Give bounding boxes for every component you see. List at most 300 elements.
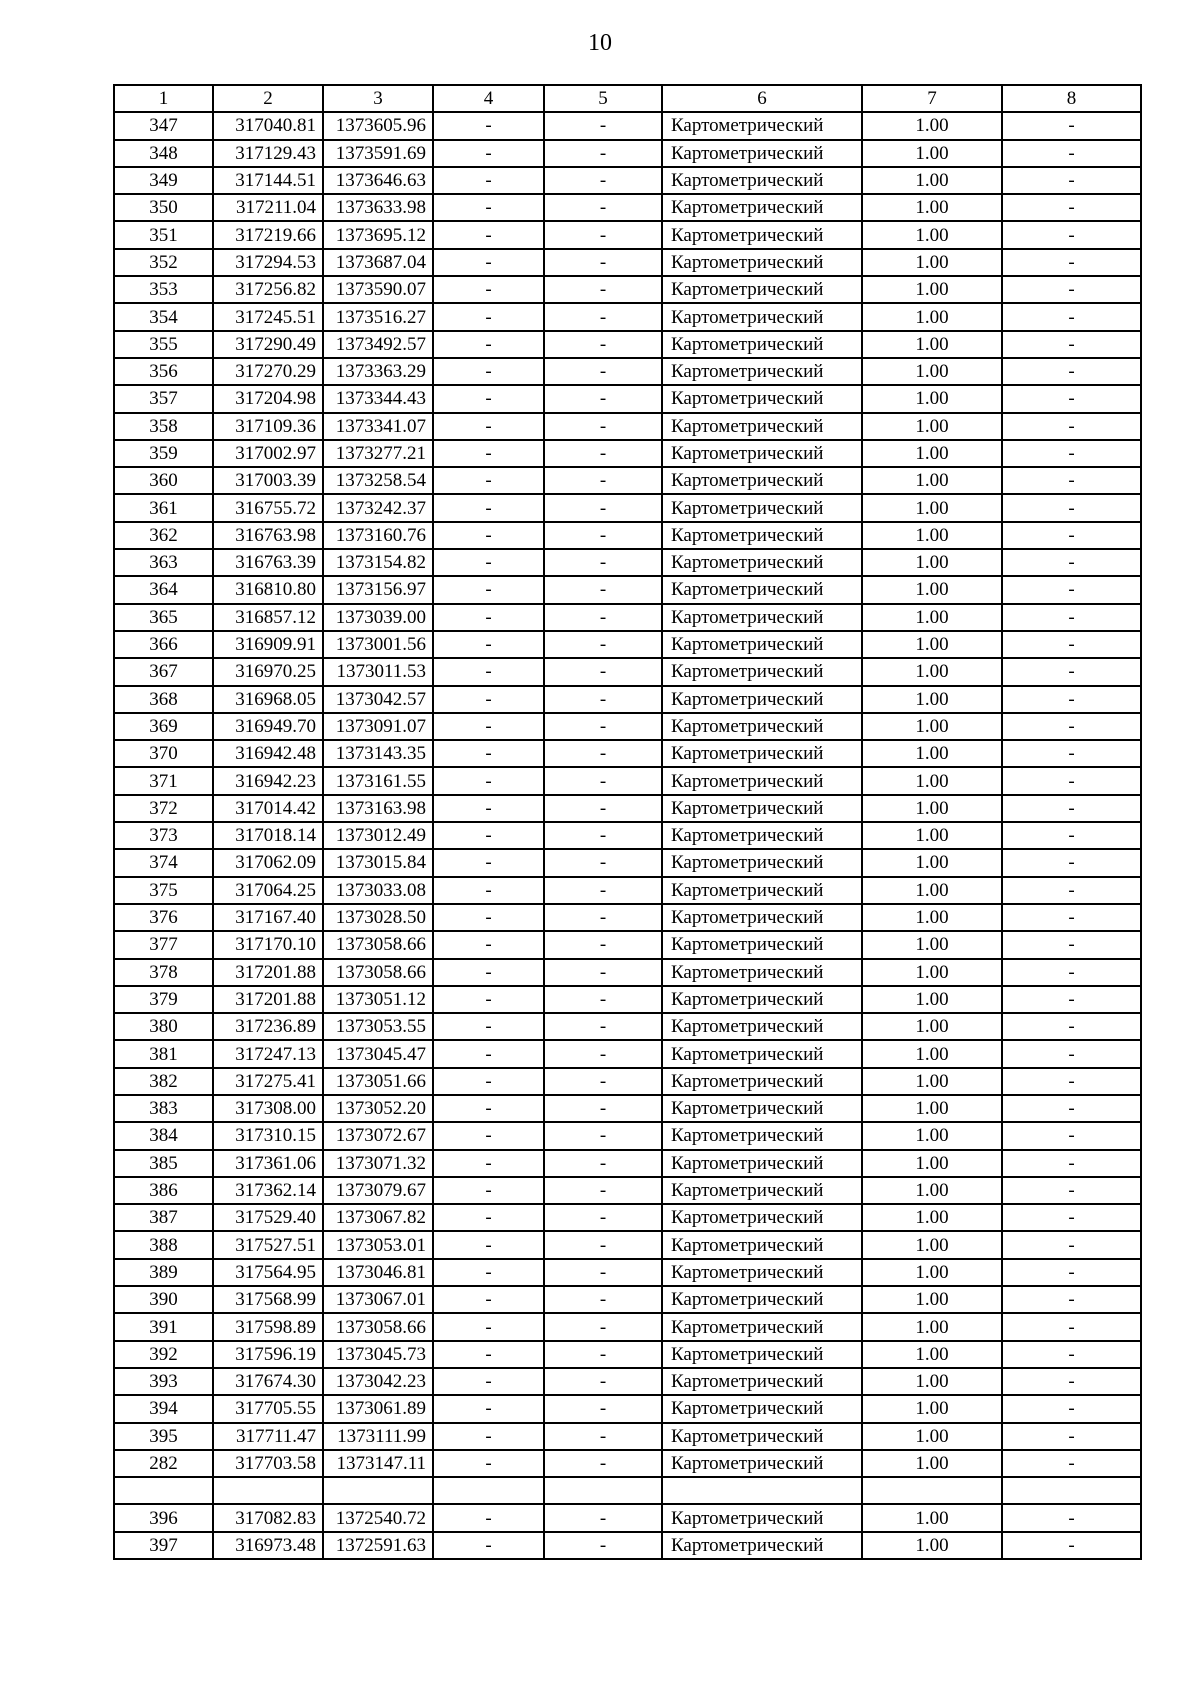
- cell-column-5: -: [544, 849, 662, 876]
- table-row: [114, 1013, 1141, 1040]
- cell-column-8: -: [1002, 1341, 1141, 1368]
- column-header-3: 3: [323, 85, 433, 112]
- cell-y-coordinate: 1373071.32: [323, 1150, 433, 1177]
- cell-accuracy: 1.00: [862, 1259, 1002, 1286]
- cell-column-8: -: [1002, 249, 1141, 276]
- cell-accuracy: 1.00: [862, 494, 1002, 521]
- cell-accuracy: 1.00: [862, 767, 1002, 794]
- cell-point-number: 393: [114, 1368, 213, 1395]
- cell-column-4: -: [433, 276, 544, 303]
- cell-column-4: -: [433, 849, 544, 876]
- cell-accuracy: 1.00: [862, 249, 1002, 276]
- cell-point-number: 394: [114, 1395, 213, 1422]
- cell-accuracy: 1.00: [862, 276, 1002, 303]
- table-row: [114, 1423, 1141, 1450]
- cell-point-number: 352: [114, 249, 213, 276]
- cell-column-8: -: [1002, 522, 1141, 549]
- cell-point-number: 377: [114, 931, 213, 958]
- cell-point-number: 385: [114, 1150, 213, 1177]
- cell-method: Картометрический: [662, 413, 862, 440]
- cell-y-coordinate: 1373111.99: [323, 1423, 433, 1450]
- cell-accuracy: 1.00: [862, 1013, 1002, 1040]
- cell-x-coordinate: 317129.43: [213, 140, 323, 167]
- cell-accuracy: 1.00: [862, 822, 1002, 849]
- cell-column-5: -: [544, 795, 662, 822]
- cell-y-coordinate: 1373058.66: [323, 1313, 433, 1340]
- cell-method: Картометрический: [662, 331, 862, 358]
- table-row: [114, 1341, 1141, 1368]
- table-row: [114, 358, 1141, 385]
- cell-method: Картометрический: [662, 194, 862, 221]
- cell-accuracy: 1.00: [862, 331, 1002, 358]
- cell-column-4: -: [433, 604, 544, 631]
- cell-accuracy: 1.00: [862, 1204, 1002, 1231]
- cell-column-8: -: [1002, 986, 1141, 1013]
- cell-column-4: -: [433, 1068, 544, 1095]
- cell-point-number: 380: [114, 1013, 213, 1040]
- column-header-1: 1: [114, 85, 213, 112]
- cell-accuracy: 1.00: [862, 1122, 1002, 1149]
- cell-x-coordinate: 317529.40: [213, 1204, 323, 1231]
- cell-x-coordinate: 317201.88: [213, 959, 323, 986]
- cell-x-coordinate: 317144.51: [213, 167, 323, 194]
- table-row: [114, 140, 1141, 167]
- cell-column-8: -: [1002, 849, 1141, 876]
- cell-x-coordinate: 316755.72: [213, 494, 323, 521]
- table-row: [114, 1504, 1141, 1531]
- cell-x-coordinate: 317204.98: [213, 385, 323, 412]
- cell-column-5: -: [544, 713, 662, 740]
- cell-point-number: 364: [114, 576, 213, 603]
- cell-column-4: -: [433, 303, 544, 330]
- table-row: [114, 576, 1141, 603]
- table-row: [114, 1068, 1141, 1095]
- cell-column-8: -: [1002, 358, 1141, 385]
- cell-accuracy: 1.00: [862, 1095, 1002, 1122]
- cell-x-coordinate: 317275.41: [213, 1068, 323, 1095]
- cell-method: Картометрический: [662, 167, 862, 194]
- table-row: [114, 194, 1141, 221]
- cell-method: Картометрический: [662, 385, 862, 412]
- table-row: [114, 1040, 1141, 1067]
- table-row: [114, 167, 1141, 194]
- cell-y-coordinate: 1373344.43: [323, 385, 433, 412]
- cell-column-8: [1002, 1477, 1141, 1504]
- table-row: [114, 1177, 1141, 1204]
- cell-x-coordinate: 317362.14: [213, 1177, 323, 1204]
- cell-method: Картометрический: [662, 303, 862, 330]
- cell-accuracy: 1.00: [862, 440, 1002, 467]
- cell-accuracy: 1.00: [862, 795, 1002, 822]
- cell-column-8: -: [1002, 1013, 1141, 1040]
- cell-column-4: -: [433, 112, 544, 139]
- cell-accuracy: 1.00: [862, 877, 1002, 904]
- table-row: [114, 276, 1141, 303]
- page-number: 10: [588, 30, 612, 56]
- cell-method: Картометрический: [662, 986, 862, 1013]
- cell-y-coordinate: 1372540.72: [323, 1504, 433, 1531]
- cell-column-4: -: [433, 385, 544, 412]
- cell-y-coordinate: 1373143.35: [323, 740, 433, 767]
- cell-x-coordinate: 316949.70: [213, 713, 323, 740]
- cell-column-8: -: [1002, 413, 1141, 440]
- cell-column-5: -: [544, 358, 662, 385]
- cell-x-coordinate: 317109.36: [213, 413, 323, 440]
- cell-method: Картометрический: [662, 959, 862, 986]
- cell-column-5: -: [544, 221, 662, 248]
- cell-accuracy: 1.00: [862, 522, 1002, 549]
- cell-accuracy: 1.00: [862, 931, 1002, 958]
- table-row: [114, 849, 1141, 876]
- cell-x-coordinate: 317598.89: [213, 1313, 323, 1340]
- cell-accuracy: 1.00: [862, 112, 1002, 139]
- cell-column-5: -: [544, 331, 662, 358]
- cell-accuracy: 1.00: [862, 959, 1002, 986]
- cell-column-4: -: [433, 221, 544, 248]
- cell-point-number: 372: [114, 795, 213, 822]
- table-row: [114, 986, 1141, 1013]
- column-header-7: 7: [862, 85, 1002, 112]
- cell-point-number: 358: [114, 413, 213, 440]
- table-row: [114, 1450, 1141, 1477]
- cell-column-5: -: [544, 1259, 662, 1286]
- cell-column-5: -: [544, 1177, 662, 1204]
- cell-point-number: 379: [114, 986, 213, 1013]
- cell-column-5: -: [544, 194, 662, 221]
- cell-accuracy: 1.00: [862, 303, 1002, 330]
- cell-x-coordinate: 317040.81: [213, 112, 323, 139]
- cell-column-8: -: [1002, 1095, 1141, 1122]
- cell-accuracy: 1.00: [862, 358, 1002, 385]
- cell-method: [662, 1477, 862, 1504]
- cell-method: Картометрический: [662, 822, 862, 849]
- cell-column-5: -: [544, 1341, 662, 1368]
- cell-column-8: -: [1002, 631, 1141, 658]
- cell-x-coordinate: 317062.09: [213, 849, 323, 876]
- cell-method: Картометрический: [662, 112, 862, 139]
- cell-x-coordinate: 317018.14: [213, 822, 323, 849]
- cell-y-coordinate: 1373058.66: [323, 959, 433, 986]
- cell-method: Картометрический: [662, 1040, 862, 1067]
- cell-x-coordinate: [213, 1477, 323, 1504]
- cell-method: Картометрический: [662, 1368, 862, 1395]
- cell-column-4: -: [433, 1122, 544, 1149]
- cell-column-4: -: [433, 140, 544, 167]
- cell-column-4: -: [433, 713, 544, 740]
- cell-column-8: -: [1002, 740, 1141, 767]
- cell-accuracy: 1.00: [862, 1068, 1002, 1095]
- cell-column-4: -: [433, 1368, 544, 1395]
- cell-x-coordinate: 317674.30: [213, 1368, 323, 1395]
- cell-column-8: -: [1002, 904, 1141, 931]
- cell-point-number: 349: [114, 167, 213, 194]
- table-header-row: [114, 85, 1141, 112]
- cell-column-8: -: [1002, 140, 1141, 167]
- cell-x-coordinate: 316763.98: [213, 522, 323, 549]
- cell-x-coordinate: 316909.91: [213, 631, 323, 658]
- table-row: [114, 931, 1141, 958]
- cell-accuracy: 1.00: [862, 221, 1002, 248]
- cell-point-number: 378: [114, 959, 213, 986]
- cell-accuracy: 1.00: [862, 631, 1002, 658]
- cell-column-8: -: [1002, 604, 1141, 631]
- cell-x-coordinate: 317245.51: [213, 303, 323, 330]
- cell-method: Картометрический: [662, 358, 862, 385]
- cell-column-8: -: [1002, 167, 1141, 194]
- table-row: [114, 522, 1141, 549]
- cell-method: Картометрический: [662, 276, 862, 303]
- cell-y-coordinate: 1373052.20: [323, 1095, 433, 1122]
- cell-column-4: -: [433, 931, 544, 958]
- cell-point-number: 365: [114, 604, 213, 631]
- table-row: [114, 303, 1141, 330]
- cell-column-5: -: [544, 1368, 662, 1395]
- column-header-8: 8: [1002, 85, 1141, 112]
- table-row: [114, 767, 1141, 794]
- cell-point-number: 391: [114, 1313, 213, 1340]
- cell-accuracy: 1.00: [862, 413, 1002, 440]
- cell-accuracy: 1.00: [862, 1150, 1002, 1177]
- cell-column-5: -: [544, 1532, 662, 1559]
- cell-column-8: -: [1002, 440, 1141, 467]
- cell-method: Картометрический: [662, 795, 862, 822]
- cell-method: Картометрический: [662, 1313, 862, 1340]
- cell-method: Картометрический: [662, 740, 862, 767]
- cell-column-4: -: [433, 1231, 544, 1258]
- cell-column-4: -: [433, 1423, 544, 1450]
- cell-accuracy: 1.00: [862, 467, 1002, 494]
- cell-column-5: -: [544, 1504, 662, 1531]
- cell-column-5: -: [544, 604, 662, 631]
- cell-column-5: -: [544, 1450, 662, 1477]
- cell-column-5: -: [544, 1068, 662, 1095]
- cell-column-8: -: [1002, 795, 1141, 822]
- cell-y-coordinate: 1373492.57: [323, 331, 433, 358]
- cell-column-4: -: [433, 494, 544, 521]
- cell-y-coordinate: 1373590.07: [323, 276, 433, 303]
- table-row: [114, 713, 1141, 740]
- cell-y-coordinate: 1373028.50: [323, 904, 433, 931]
- cell-y-coordinate: 1373039.00: [323, 604, 433, 631]
- cell-column-4: -: [433, 740, 544, 767]
- cell-x-coordinate: 316973.48: [213, 1532, 323, 1559]
- cell-column-4: -: [433, 440, 544, 467]
- cell-column-8: -: [1002, 1450, 1141, 1477]
- cell-column-8: -: [1002, 494, 1141, 521]
- cell-y-coordinate: 1373045.47: [323, 1040, 433, 1067]
- cell-point-number: 360: [114, 467, 213, 494]
- cell-method: Картометрический: [662, 1532, 862, 1559]
- cell-column-4: -: [433, 167, 544, 194]
- table-row: [114, 1286, 1141, 1313]
- cell-column-5: -: [544, 904, 662, 931]
- cell-column-5: -: [544, 877, 662, 904]
- cell-column-5: -: [544, 522, 662, 549]
- cell-method: Картометрический: [662, 1423, 862, 1450]
- cell-column-4: -: [433, 686, 544, 713]
- column-header-2: 2: [213, 85, 323, 112]
- cell-point-number: 376: [114, 904, 213, 931]
- cell-point-number: 362: [114, 522, 213, 549]
- cell-accuracy: 1.00: [862, 1532, 1002, 1559]
- cell-column-5: -: [544, 959, 662, 986]
- cell-column-8: -: [1002, 385, 1141, 412]
- cell-column-8: -: [1002, 686, 1141, 713]
- cell-column-4: -: [433, 1204, 544, 1231]
- cell-y-coordinate: 1373258.54: [323, 467, 433, 494]
- cell-x-coordinate: 316810.80: [213, 576, 323, 603]
- cell-x-coordinate: 317170.10: [213, 931, 323, 958]
- cell-point-number: 370: [114, 740, 213, 767]
- cell-y-coordinate: 1373061.89: [323, 1395, 433, 1422]
- cell-accuracy: 1.00: [862, 1177, 1002, 1204]
- cell-y-coordinate: 1373147.11: [323, 1450, 433, 1477]
- cell-column-4: -: [433, 194, 544, 221]
- cell-method: Картометрический: [662, 1177, 862, 1204]
- cell-point-number: [114, 1477, 213, 1504]
- cell-column-8: -: [1002, 1286, 1141, 1313]
- cell-column-8: -: [1002, 276, 1141, 303]
- cell-x-coordinate: 317568.99: [213, 1286, 323, 1313]
- cell-x-coordinate: 317308.00: [213, 1095, 323, 1122]
- cell-method: Картометрический: [662, 631, 862, 658]
- cell-column-8: -: [1002, 1150, 1141, 1177]
- cell-method: Картометрический: [662, 1122, 862, 1149]
- cell-method: Картометрический: [662, 713, 862, 740]
- cell-y-coordinate: 1373695.12: [323, 221, 433, 248]
- cell-accuracy: 1.00: [862, 385, 1002, 412]
- cell-column-4: -: [433, 1341, 544, 1368]
- cell-column-5: -: [544, 303, 662, 330]
- cell-column-4: -: [433, 576, 544, 603]
- cell-x-coordinate: 317236.89: [213, 1013, 323, 1040]
- cell-accuracy: 1.00: [862, 140, 1002, 167]
- cell-column-4: -: [433, 1095, 544, 1122]
- cell-method: Картометрический: [662, 522, 862, 549]
- cell-column-4: -: [433, 959, 544, 986]
- cell-column-5: -: [544, 276, 662, 303]
- cell-y-coordinate: 1373242.37: [323, 494, 433, 521]
- cell-accuracy: 1.00: [862, 194, 1002, 221]
- cell-y-coordinate: 1373341.07: [323, 413, 433, 440]
- table-row: [114, 1231, 1141, 1258]
- cell-method: Картометрический: [662, 249, 862, 276]
- cell-y-coordinate: 1373091.07: [323, 713, 433, 740]
- cell-y-coordinate: 1373591.69: [323, 140, 433, 167]
- cell-column-5: -: [544, 767, 662, 794]
- cell-x-coordinate: 317167.40: [213, 904, 323, 931]
- cell-point-number: 389: [114, 1259, 213, 1286]
- cell-y-coordinate: 1373015.84: [323, 849, 433, 876]
- cell-column-4: -: [433, 1504, 544, 1531]
- cell-x-coordinate: 317294.53: [213, 249, 323, 276]
- cell-column-8: -: [1002, 221, 1141, 248]
- cell-point-number: 388: [114, 1231, 213, 1258]
- cell-column-8: -: [1002, 303, 1141, 330]
- cell-x-coordinate: 317564.95: [213, 1259, 323, 1286]
- table-row: [114, 904, 1141, 931]
- table-row: [114, 1532, 1141, 1559]
- cell-column-4: -: [433, 358, 544, 385]
- cell-y-coordinate: 1372591.63: [323, 1532, 433, 1559]
- cell-point-number: 361: [114, 494, 213, 521]
- cell-column-5: -: [544, 931, 662, 958]
- cell-method: Картометрический: [662, 467, 862, 494]
- cell-column-4: -: [433, 1177, 544, 1204]
- cell-y-coordinate: 1373687.04: [323, 249, 433, 276]
- cell-point-number: 381: [114, 1040, 213, 1067]
- cell-point-number: 368: [114, 686, 213, 713]
- cell-point-number: 375: [114, 877, 213, 904]
- cell-method: Картометрический: [662, 1504, 862, 1531]
- cell-point-number: 282: [114, 1450, 213, 1477]
- cell-x-coordinate: 317705.55: [213, 1395, 323, 1422]
- cell-y-coordinate: 1373605.96: [323, 112, 433, 139]
- cell-method: Картометрический: [662, 1341, 862, 1368]
- table-row: [114, 1395, 1141, 1422]
- cell-y-coordinate: 1373051.12: [323, 986, 433, 1013]
- cell-accuracy: 1.00: [862, 740, 1002, 767]
- cell-column-8: -: [1002, 1177, 1141, 1204]
- cell-x-coordinate: 317219.66: [213, 221, 323, 248]
- cell-column-8: -: [1002, 822, 1141, 849]
- cell-column-8: -: [1002, 1423, 1141, 1450]
- cell-column-4: -: [433, 549, 544, 576]
- table-row: [114, 795, 1141, 822]
- cell-x-coordinate: 316857.12: [213, 604, 323, 631]
- cell-column-5: -: [544, 631, 662, 658]
- table-row: [114, 686, 1141, 713]
- cell-column-4: -: [433, 795, 544, 822]
- cell-point-number: 367: [114, 658, 213, 685]
- cell-column-5: -: [544, 494, 662, 521]
- cell-point-number: 357: [114, 385, 213, 412]
- cell-x-coordinate: 317211.04: [213, 194, 323, 221]
- cell-column-8: -: [1002, 658, 1141, 685]
- cell-x-coordinate: 316763.39: [213, 549, 323, 576]
- table-row: [114, 467, 1141, 494]
- table-row: [114, 822, 1141, 849]
- table-row: [114, 413, 1141, 440]
- cell-method: Картометрический: [662, 140, 862, 167]
- cell-column-5: -: [544, 1313, 662, 1340]
- cell-column-4: -: [433, 986, 544, 1013]
- cell-column-4: -: [433, 631, 544, 658]
- cell-column-5: -: [544, 686, 662, 713]
- cell-method: Картометрический: [662, 549, 862, 576]
- table-row: [114, 1204, 1141, 1231]
- cell-column-4: -: [433, 1150, 544, 1177]
- cell-y-coordinate: 1373033.08: [323, 877, 433, 904]
- cell-column-5: -: [544, 140, 662, 167]
- cell-accuracy: 1.00: [862, 713, 1002, 740]
- cell-y-coordinate: 1373160.76: [323, 522, 433, 549]
- cell-method: Картометрический: [662, 494, 862, 521]
- cell-point-number: 390: [114, 1286, 213, 1313]
- table-row: [114, 549, 1141, 576]
- cell-accuracy: 1.00: [862, 1231, 1002, 1258]
- cell-accuracy: 1.00: [862, 1313, 1002, 1340]
- cell-y-coordinate: 1373633.98: [323, 194, 433, 221]
- cell-y-coordinate: 1373072.67: [323, 1122, 433, 1149]
- cell-point-number: 382: [114, 1068, 213, 1095]
- cell-column-4: -: [433, 877, 544, 904]
- cell-y-coordinate: 1373156.97: [323, 576, 433, 603]
- cell-column-4: -: [433, 822, 544, 849]
- cell-x-coordinate: 317527.51: [213, 1231, 323, 1258]
- cell-column-8: -: [1002, 1231, 1141, 1258]
- cell-accuracy: 1.00: [862, 658, 1002, 685]
